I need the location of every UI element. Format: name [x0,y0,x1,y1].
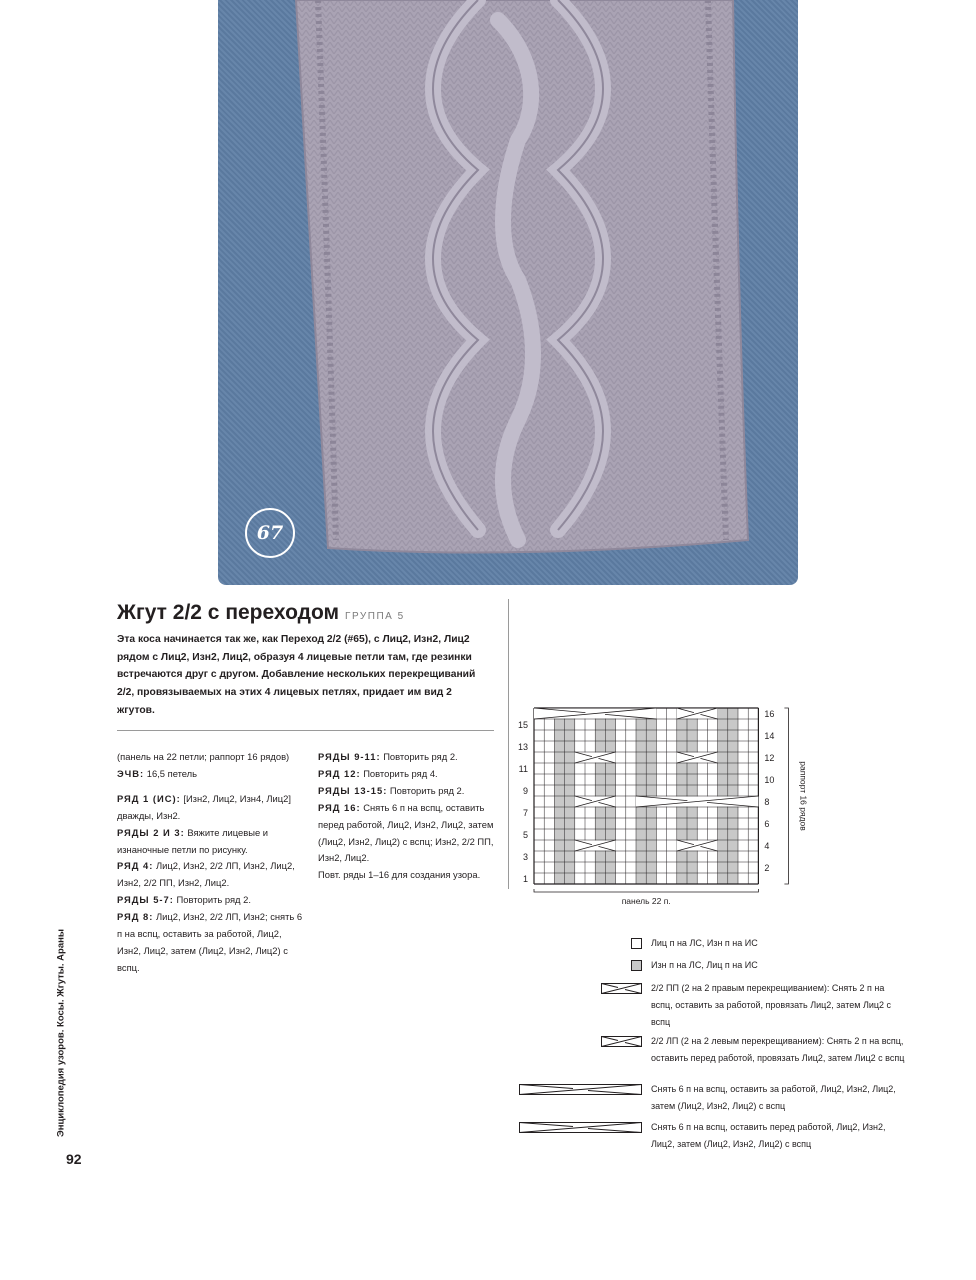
instruction-text: (панель на 22 петли; раппорт 16 рядов) [117,751,290,762]
instruction-text: [Изн2, Лиц2, Изн4, Лиц2] дважды, Изн2. [117,792,291,821]
row-number-left: 11 [518,764,528,774]
row-label: РЯДЫ 2 И 3: [117,826,185,838]
row-number-right: 16 [764,709,775,719]
instructions-left-column [117,749,307,977]
instruction-line [117,858,307,892]
purl-symbol-icon [515,959,645,973]
divider [117,730,494,731]
row-number-left: 5 [522,830,528,840]
repeat-label: раппорт 16 рядов [798,761,809,831]
lc22-symbol-icon [515,1035,645,1049]
row-number-left: 15 [517,720,528,730]
pattern-intro: Эта коса начинается так же, как Переход 2/2 (#65), с Лиц2, Изн2, Лиц2 рядом с Лиц2, Изн2, Лиц2, образуя 4 лицевые петли там, где резинки встречаются друг с другом. Добавление нескольких перекрещиваний 2/2, провязываемых на этих 4 лицевых петлях, придает им вид 2 жгутов. [117,634,476,716]
row-label: РЯД 16: [318,801,361,813]
instruction-text: Повт. ряды 1–16 для создания узора. [318,869,481,881]
legend-item-lc66 [515,1119,905,1153]
row-number-right: 12 [764,753,775,763]
row-number-left: 1 [522,874,528,884]
row-label: РЯД 1 (ИС): [117,792,181,804]
row-label: РЯДЫ 5-7: [117,894,174,906]
legend-text: 2/2 ЛП (2 на 2 левым перекрещиванием): Снять 2 п на вспц, оставить перед работой, провязать Лиц2, затем Лиц2 с вспц [651,1036,905,1063]
legend-text: Снять 6 п на вспц, оставить перед работой, Лиц2, Изн2, Лиц2, затем (Лиц2, Изн2, Лиц2) с вспц [651,1122,886,1149]
instruction-text: Повторить ряд 2. [173,894,251,906]
instruction-text: Лиц2, Изн2, 2/2 ЛП, Изн2, Лиц2, Изн2, 2/2 ПП, Изн2, Лиц2. [117,860,295,889]
row-label: РЯДЫ 9-11: [318,751,381,762]
pattern-title [117,601,405,625]
legend-item-rc22 [515,980,905,1030]
legend-text: Снять 6 п на вспц, оставить за работой, Лиц2, Изн2, Лиц2, затем (Лиц2, Изн2, Лиц2) с вспц [651,1084,896,1111]
row-number-right: 14 [764,731,775,741]
spacer [117,783,307,791]
row-label: ЭЧВ: [117,767,145,779]
instruction-line [318,766,498,783]
row-number-right: 4 [764,841,770,851]
instruction-text: Вяжите лицевые и изнаночные петли по рисунку. [117,826,269,855]
running-header-text: Энциклопедия узоров. Косы. Жгуты. Араны [55,929,67,1137]
knitting-chart [512,703,812,918]
column-divider [508,599,509,889]
legend-item-rc66 [515,1081,905,1115]
instruction-text: 16,5 петель [144,767,198,779]
row-number-left: 13 [517,742,528,752]
row-number-left: 3 [522,852,528,862]
swatch-photo [218,0,798,585]
instruction-line [117,791,307,825]
instructions-right-column [318,749,498,884]
repeat-bracket [784,708,788,884]
instruction-line [318,800,498,868]
instruction-line [318,783,498,800]
rc22-symbol-icon [515,982,645,996]
instruction-text: Повторить ряд 4. [360,767,438,779]
legend-text: Лиц п на ЛС, Изн п на ИС [651,938,758,948]
row-number-left: 9 [522,786,528,796]
instruction-line [117,892,307,909]
running-header [54,913,68,1153]
row-label: РЯД 8: [117,911,154,923]
row-number-right: 2 [764,863,770,873]
row-number-right: 6 [764,819,770,829]
knit-swatch-illustration [218,0,798,585]
panel-bracket [534,889,758,892]
instruction-line [117,825,307,859]
panel-label: панель 22 п. [621,896,671,906]
row-number-right: 10 [764,775,775,785]
row-label: РЯДЫ 13-15: [318,784,388,796]
instruction-line [117,909,307,977]
pattern-number-badge: 67 [245,508,295,558]
knit-symbol-icon [515,937,645,951]
legend-text: Изн п на ЛС, Лиц п на ИС [651,960,758,970]
instruction-line [318,749,498,766]
instruction-text: Повторить ряд 2. [380,751,458,762]
row-number-left: 7 [522,808,528,818]
chart-legend [515,935,905,1155]
row-label: РЯД 12: [318,767,361,779]
legend-item-knit [515,935,905,955]
row-number-right: 8 [764,797,770,807]
pattern-group: ГРУППА 5 [345,611,405,622]
instruction-line [117,766,307,783]
instruction-line [117,749,307,766]
instruction-line [318,867,498,884]
instruction-text: Снять 6 п на вспц, оставить перед работой, Лиц2, Изн2, Лиц2, затем (Лиц2, Изн2, Лиц2) с вспц; Изн2, 2/2 ПП, Изн2, Лиц2. [318,801,494,864]
legend-item-lc22 [515,1033,905,1083]
pattern-title-text: Жгут 2/2 с переходом [117,601,340,624]
instruction-text: Лиц2, Изн2, 2/2 ЛП, Изн2; снять 6 п на вспц, оставить за работой, Лиц2, Изн2, Лиц2, затем (Лиц2, Изн2, Лиц2) с вспц. [117,911,303,973]
lc66-symbol-icon [515,1121,645,1135]
page-number: 92 [66,1151,82,1167]
legend-text: 2/2 ПП (2 на 2 правым перекрещиванием): Снять 2 п на вспц, оставить за работой, провязать Лиц2, затем Лиц2 с вспц [651,983,892,1027]
instruction-text: Повторить ряд 2. [387,784,465,796]
row-label: РЯД 4: [117,860,154,872]
rc66-symbol-icon [515,1083,645,1097]
legend-item-purl [515,957,905,977]
